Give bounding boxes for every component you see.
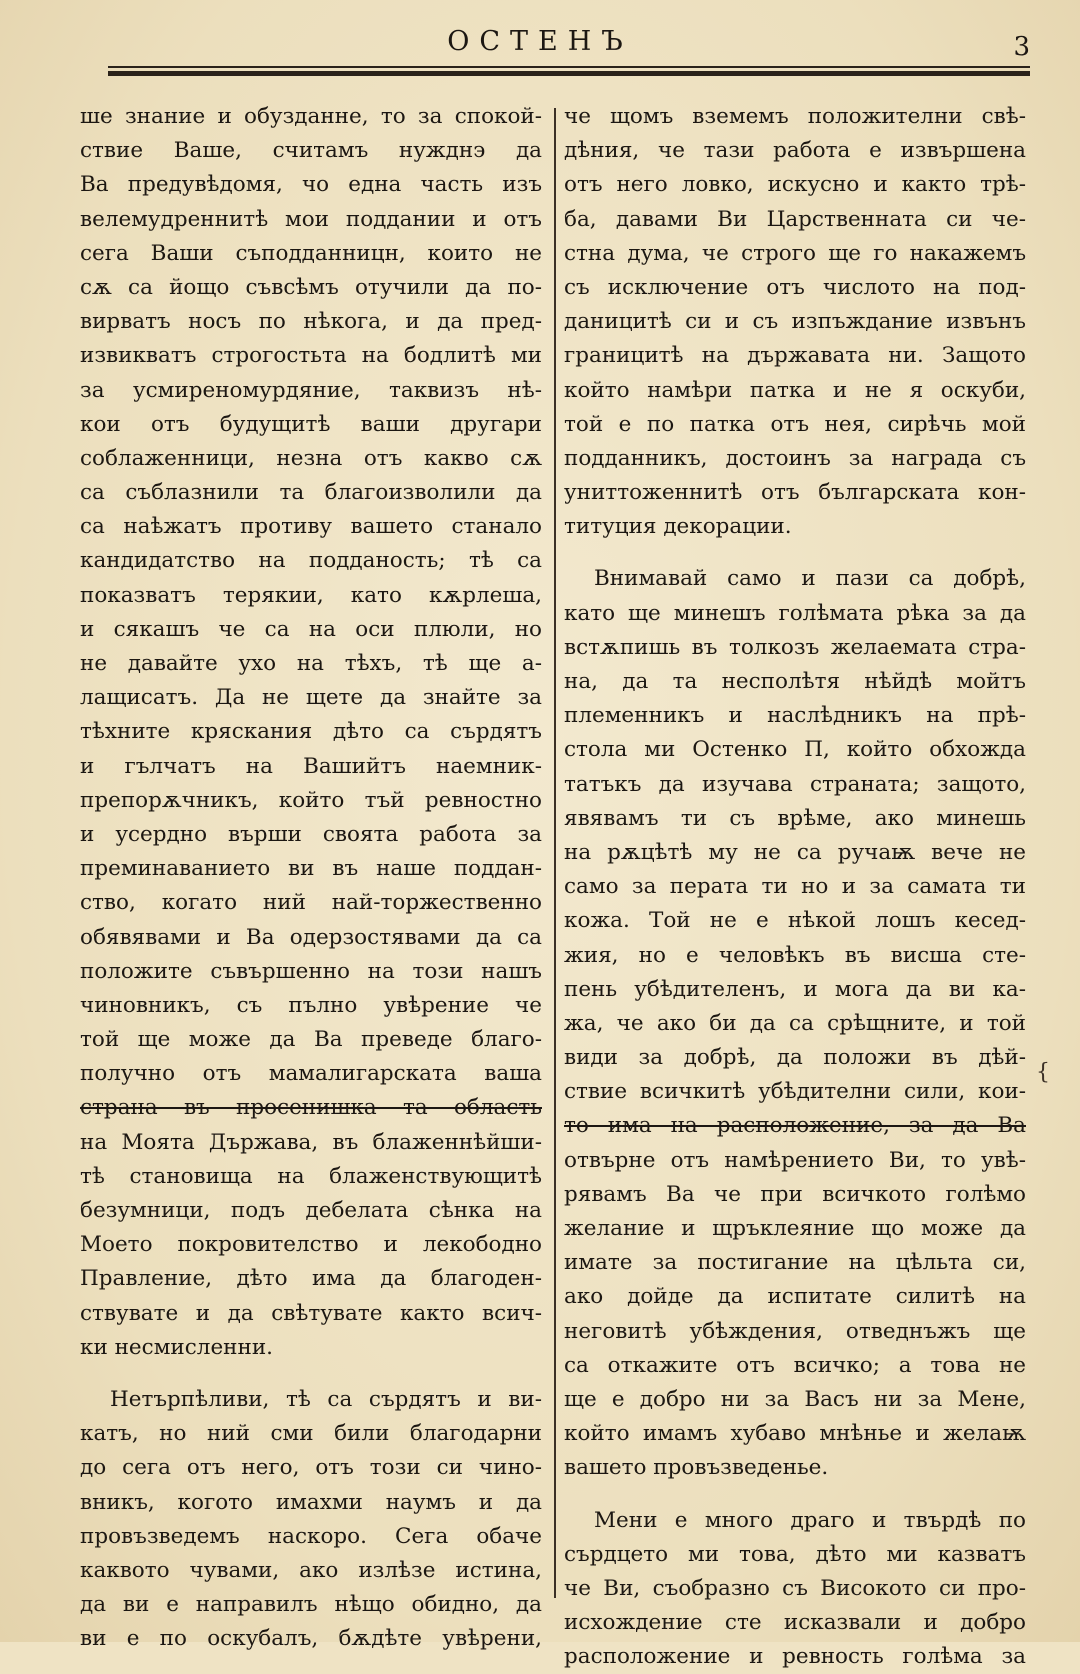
text-line: границитѣ на държавата ни. Защото (564, 343, 1026, 369)
column-divider (554, 108, 556, 1598)
text-line: желание и щръклеяние що може да (564, 1216, 1026, 1241)
text-line: само за перата ти но и за самата ти (564, 874, 1026, 900)
text-line: ки несмисленни. (80, 1334, 273, 1360)
text-line: са съблазнили та благоизволили да (80, 480, 542, 506)
text-line: исхождение сте исказвали и добро (564, 1610, 1026, 1636)
text-line: племенникъ и наслѣдникъ на прѣ- (564, 703, 1026, 729)
text-line: на рѫцѣтѣ му не са ручаѭ вече не (564, 839, 1026, 865)
text-line: който намѣри патка и не я оскуби, (564, 377, 1026, 403)
text-line: вирватъ носъ по нѣкога, и да пред- (80, 309, 542, 335)
text-line: на Моята Държава, въ блаженнѣйши- (80, 1129, 542, 1155)
text-line: страна въ просенишка та область (80, 1095, 542, 1121)
text-line: положите съвършенно на този нашъ (80, 958, 542, 984)
text-line: Моето покровителство и лекободно (80, 1232, 542, 1258)
text-line: явявамъ ти съ врѣме, ако минешь (564, 805, 1026, 831)
text-line: съ исключение отъ числото на под- (564, 274, 1026, 300)
text-line: встѫпишь въ толкозъ желаемата стра- (564, 634, 1026, 660)
text-line: ствие всичкитѣ убѣдителни сили, кои- (564, 1079, 1026, 1105)
margin-mark: { (1036, 1060, 1050, 1085)
text-line: Ва предувѣдомя, чо една часть изъ (80, 172, 542, 198)
text-line: пень убѣдителенъ, и мога да ви ка- (564, 976, 1026, 1002)
text-line: че щомъ вземемъ положителни свѣ- (564, 104, 1026, 129)
text-line: дѣния, че тази работа е извършена (564, 138, 1026, 164)
text-line: и гълчатъ на Вашийтъ наемник- (80, 753, 542, 779)
text-line: велемудреннитѣ мои поддании и отъ (80, 206, 542, 232)
text-line: ствие Ваше, считамъ нужднэ да (80, 138, 542, 164)
text-line: ше знание и обузданне, то за спокой- (80, 104, 542, 129)
text-line: ви е по оскубалъ, бѫдѣте увѣрени, (80, 1626, 542, 1652)
text-line: кожа. Той не е нѣкой лошъ кесед- (564, 908, 1026, 934)
text-line: вашето провъзведенье. (564, 1455, 829, 1481)
text-line: той ще може да Ва преведе благо- (80, 1027, 542, 1053)
text-line: за усмиреномурдяние, таквизъ нѣ- (80, 377, 542, 403)
text-line: имате за постигание на цѣльта си, (564, 1250, 1026, 1276)
text-line: Внимавай само и пази са добрѣ, (594, 566, 1026, 592)
text-line: титуция декорации. (564, 514, 792, 540)
text-line: отъ него ловко, искусно и както трѣ- (564, 172, 1026, 198)
text-line: са наѣжатъ противу вашето станало (80, 514, 542, 540)
paragraph-gap (564, 1486, 1026, 1504)
text-line: ако дойде да испитате силитѣ на (564, 1284, 1026, 1310)
text-line: тѣ становища на блаженствующитѣ (80, 1163, 542, 1189)
text-line: отвърне отъ намѣрението Ви, то увѣ- (564, 1147, 1026, 1173)
text-line: жия, но е человѣкъ въ висша сте- (564, 942, 1026, 968)
text-line: рявамъ Ва че при всичкото голѣмо (564, 1181, 1026, 1207)
text-line: подданникъ, достоинъ за награда съ (564, 445, 1026, 471)
text-line: като ще минешъ голѣмата рѣка за да (564, 600, 1026, 626)
text-line: неговитѣ убѣждения, отведнъжъ ще (564, 1318, 1026, 1344)
text-line: соблаженници, незна отъ какво сѫ (80, 445, 542, 471)
text-line: и сякашъ че са на оси плюли, но (80, 616, 542, 642)
text-line: сѫ са йощо съвсѣмъ отучили да по- (80, 274, 542, 300)
left-column (80, 100, 542, 1656)
paragraph-gap (80, 1365, 542, 1383)
text-line: Правление, дѣто има да благоден- (80, 1266, 542, 1292)
text-line: расположение и ревность голѣма за (564, 1644, 1026, 1670)
text-line: сърдцето ми това, дѣто ми казватъ (564, 1541, 1026, 1567)
text-line: тѣхните кряскания дѣто са сърдятъ (80, 719, 542, 745)
text-line: ба, давами Ви Царственната си че- (564, 206, 1026, 232)
page-header (0, 22, 1080, 62)
text-line: лащисатъ. Да не щете да знайте за (80, 685, 542, 711)
text-line: кандидатство на подданость; тѣ са (80, 548, 542, 574)
text-line: Мени е много драго и твърдѣ по (594, 1507, 1026, 1533)
text-line: обявявами и Ва одерзостявами да са (80, 924, 542, 950)
right-column (564, 100, 1026, 1674)
text-line: извикватъ строгостьта на бодлитѣ ми (80, 343, 542, 369)
text-line: да ви е направилъ нѣщо обидно, да (80, 1592, 542, 1618)
text-line: униттоженнитѣ отъ българската кон- (564, 480, 1026, 506)
text-line: сега Ваши съподданницн, които не (80, 240, 542, 266)
newspaper-title: ОСТЕНЪ (447, 26, 633, 57)
header-rule (108, 66, 1030, 80)
text-line: безумници, подъ дебелата сѣнка на (80, 1198, 542, 1223)
text-line: види за добрѣ, да положи въ дѣй- (564, 1045, 1026, 1071)
text-line: не давайте ухо на тѣхъ, тѣ ще а- (80, 651, 542, 676)
text-line: на, да та несполѣтя нѣйдѣ мойтъ (564, 669, 1026, 694)
text-line: стна дума, че строго ще го накажемъ (564, 240, 1026, 266)
text-line: даницитѣ си и съ изпъждание извънъ (564, 309, 1026, 335)
page-number: 3 (1013, 32, 1030, 62)
text-line: той е по патка отъ нея, сирѣчь мой (564, 411, 1026, 437)
text-line: вникъ, когото имахми наумъ и да (80, 1489, 542, 1515)
text-line: преминаванието ви въ наше поддан- (80, 856, 542, 882)
text-line: препорѫчникъ, който тъй ревностно (80, 787, 542, 813)
text-line: стола ми Остенко П, който обхожда (564, 737, 1026, 763)
text-line: който имамъ хубаво мнѣнье и желаѭ (564, 1421, 1026, 1447)
text-line: то има на расположение, за да Ва (564, 1113, 1026, 1139)
text-line: Нетърпѣливи, тѣ са сърдятъ и ви- (110, 1386, 542, 1412)
paragraph-gap (564, 544, 1026, 562)
text-line: ствувате и да свѣтувате както всич- (80, 1300, 542, 1326)
text-line: татъкъ да изучава страната; защото, (564, 771, 1026, 797)
text-line: ство, когато ний най-торжественно (80, 890, 542, 916)
text-line: получно отъ мамалигарската ваша (80, 1061, 542, 1087)
text-line: каквото чувами, ако излѣзе истина, (80, 1557, 542, 1583)
text-line: и усердно върши своята работа за (80, 821, 542, 847)
text-line: до сега отъ него, отъ този си чино- (80, 1455, 542, 1481)
text-line: показватъ терякии, като кѫрлеша, (80, 582, 542, 608)
text-line: жа, че ако би да са срѣщните, и той (564, 1010, 1026, 1036)
text-line: са откажите отъ всичко; а това не (564, 1352, 1026, 1378)
text-line: ще е добро ни за Васъ ни за Мене, (564, 1386, 1026, 1412)
text-line: чиновникъ, съ пълно увѣрение че (80, 992, 542, 1018)
text-line: провъзведемъ наскоро. Сега обаче (80, 1523, 542, 1549)
text-line: катъ, но ний сми били благодарни (80, 1421, 542, 1447)
text-line: кои отъ будущитѣ ваши другари (80, 411, 542, 437)
text-line: че Ви, съобразно съ Високото си про- (564, 1575, 1026, 1601)
